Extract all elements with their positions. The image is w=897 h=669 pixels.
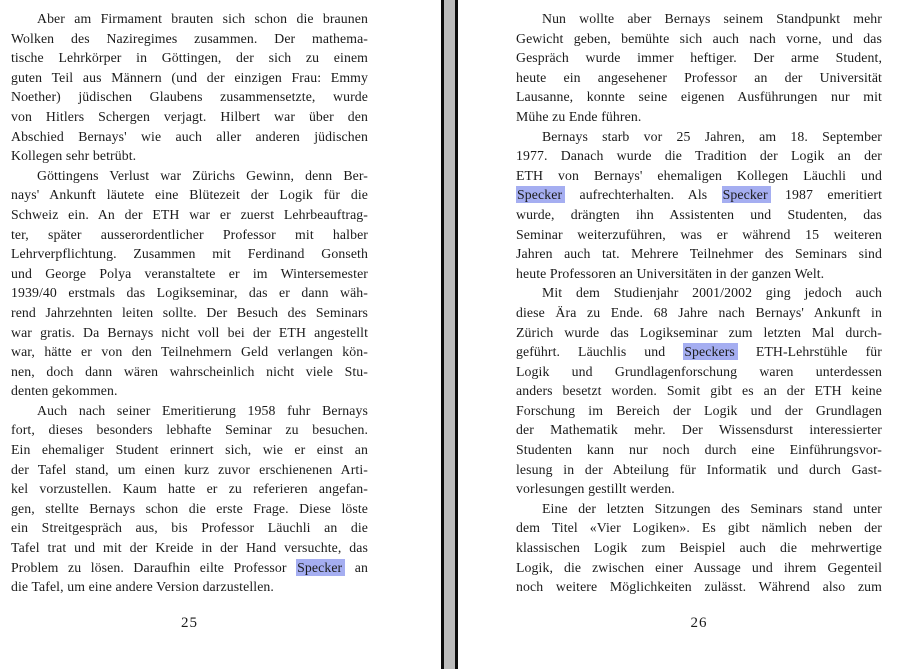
text-segment: 1977. Danach wurde die Tradition der Logik an der — [516, 148, 882, 164]
text-segment: Zürich wurde das Logikseminar zum letzten Mal durch- — [516, 324, 882, 340]
text-segment: Aber am Firmament brauten sich schon die braunen — [37, 11, 368, 26]
text-line — [516, 401, 882, 421]
text-line — [11, 244, 368, 264]
text-line — [516, 420, 882, 440]
text-line — [11, 577, 368, 597]
text-segment: geführt. Läuchlis und — [516, 344, 684, 360]
search-highlight: Specker — [516, 186, 565, 203]
text-line — [11, 127, 368, 147]
text-line — [11, 68, 368, 88]
text-line — [11, 283, 368, 303]
text-segment: lesung in der Abteilung für Informatik und durch Gast- — [516, 461, 882, 477]
text-segment: dem Titel «Vier Logiken». Es gibt nämlich neben der — [516, 520, 882, 536]
text-segment: Mühe zu Ende führen. — [516, 108, 642, 124]
text-line — [11, 460, 368, 480]
page-gutter-divider — [441, 0, 458, 669]
text-line — [516, 146, 882, 166]
text-segment: war, hätte er von den Teilnehmern Geld verlangen kön- — [11, 344, 368, 360]
text-segment: Schweiz ein. An der ETH war er zuerst Lehrbeauftrag- — [11, 206, 368, 222]
text-segment: 1987 emeritiert — [770, 187, 882, 203]
text-segment: Jahren auch tat. Mehrere Teilnehmer des Seminars sind — [516, 246, 882, 262]
text-line — [516, 127, 882, 147]
text-segment: wurde, drängten ihn Assistenten und Studenten, das — [516, 206, 882, 222]
text-segment: die Tafel, um eine andere Version darzustellen. — [11, 579, 274, 595]
text-segment: Auch nach seiner Emeritierung 1958 fuhr Bernays — [37, 402, 368, 418]
page-left — [0, 0, 441, 669]
text-line — [11, 29, 368, 49]
text-segment: von Hitlers Schergen verjagt. Hilbert war über den — [11, 108, 368, 124]
text-line — [11, 48, 368, 68]
text-segment: heute Professoren an Universitäten in der ganzen Welt. — [516, 265, 825, 281]
text-segment: Abschied Bernays' wie auch aller anderen jüdischen — [11, 128, 368, 144]
text-line — [516, 558, 882, 578]
text-segment: nen, doch dann wären wahrscheinlich nicht viele Stu- — [11, 363, 368, 379]
text-segment: der Tafel stand, um einen kurz zuvor erschienenen Arti- — [11, 461, 368, 477]
text-segment: und George Polya veranstaltete er im Wintersemester — [11, 265, 368, 281]
text-line — [11, 440, 368, 460]
text-block — [11, 9, 368, 597]
text-line — [11, 264, 368, 284]
text-segment: Forschung im Bereich der Logik und der Grundlagen — [516, 402, 882, 418]
text-line — [516, 87, 882, 107]
text-line — [516, 479, 882, 499]
text-segment: Logik, die zwischen einer Aussage und ihrem Gegenteil — [516, 559, 882, 575]
text-segment: Nun wollte aber Bernays seinem Standpunkt mehr — [542, 11, 882, 26]
text-line — [516, 9, 882, 29]
text-line — [516, 538, 882, 558]
text-line — [11, 538, 368, 558]
text-line — [516, 107, 882, 127]
text-line — [11, 9, 368, 29]
text-line — [11, 107, 368, 127]
text-line — [11, 381, 368, 401]
text-segment: denten gekommen. — [11, 383, 118, 399]
text-segment: Kollegen sehr betrübt. — [11, 148, 137, 164]
text-line — [516, 225, 882, 245]
text-line — [11, 518, 368, 538]
text-line — [11, 479, 368, 499]
text-segment: Problem zu lösen. Daraufhin eilte Professor — [11, 559, 297, 575]
text-line — [11, 342, 368, 362]
page-right — [458, 0, 897, 669]
text-segment: anders besetzt worden. Somit gibt es an der ETH keine — [516, 383, 882, 399]
text-line — [516, 342, 882, 362]
text-segment: vorlesungen gestillt werden. — [516, 481, 675, 497]
text-line — [516, 460, 882, 480]
text-segment: fort, dieses besonders lebhafte Seminar zu besuchen. — [11, 422, 368, 438]
page-number: 26 — [690, 615, 708, 631]
text-segment: Lausanne, konnte seine eigenen Ausführungen nur mit — [516, 89, 882, 105]
text-segment: Göttingens Verlust war Zürichs Gewinn, denn Ber- — [37, 167, 368, 183]
text-line — [11, 401, 368, 421]
text-segment: kel vorzustellen. Kaum hatte er zu referieren angefan- — [11, 481, 368, 497]
text-segment: Seminar weiterzuführen, was er während 15 weiteren — [516, 226, 882, 242]
text-segment: heute ein angesehener Professor an der Universität — [516, 69, 882, 85]
text-line — [11, 205, 368, 225]
text-segment: diese Ära zu Ende. 68 Jahre nach Bernays' Ankunft in — [516, 304, 882, 320]
text-segment: guten Teil aus Männern (und der einzigen Frau: Emmy — [11, 69, 368, 85]
text-segment: Bernays starb vor 25 Jahren, am 18. September — [542, 128, 882, 144]
text-line — [11, 146, 368, 166]
text-segment: Wolken des Naziregimes zusammen. Der mathema- — [11, 30, 368, 46]
text-line — [516, 381, 882, 401]
text-block — [516, 9, 882, 597]
text-segment: war gratis. Da Bernays nicht voll bei der ETH angestellt — [11, 324, 368, 340]
text-segment: ter, später ausserordentlicher Professor mit halber — [11, 226, 368, 242]
text-segment: Tafel trat und mit der Kreide in der Hand versuchte, das — [11, 540, 368, 556]
text-line — [11, 558, 368, 578]
text-line — [516, 323, 882, 343]
text-line — [11, 185, 368, 205]
search-highlight: Specker — [722, 186, 771, 203]
text-line — [516, 244, 882, 264]
text-line — [516, 264, 882, 284]
search-highlight: Specker — [296, 559, 345, 576]
text-segment: ein Streitgespräch aus, bis Professor Läuchli an die — [11, 520, 368, 536]
text-line — [516, 440, 882, 460]
text-line — [516, 303, 882, 323]
text-line — [11, 303, 368, 323]
text-segment: gen, stellte Bernays schon die erste Frage. Diese löste — [11, 500, 368, 516]
text-line — [11, 362, 368, 382]
text-line — [11, 166, 368, 186]
text-segment: der Mathematik mehr. Der Wissensdurst interessierter — [516, 422, 882, 438]
text-segment: nays' Ankunft läutete eine Blütezeit der Logik für die — [11, 187, 368, 203]
text-line — [516, 166, 882, 186]
text-line — [11, 323, 368, 343]
text-segment: Eine der letzten Sitzungen des Seminars stand unter — [542, 500, 882, 516]
text-segment: 1939/40 erstmals das Logikseminar, das er dann wäh- — [11, 285, 368, 301]
text-segment: Lehrverpflichtung. Zusammen mit Ferdinand Gonseth — [11, 246, 368, 262]
text-line — [11, 499, 368, 519]
text-line — [516, 499, 882, 519]
text-line — [516, 577, 882, 597]
text-segment: Ein ehemaliger Student erinnert sich, wie er einst an — [11, 442, 368, 458]
text-segment: Gespräch wurde immer heftiger. Der arme Student, — [516, 50, 882, 66]
text-line — [516, 29, 882, 49]
text-line — [516, 185, 882, 205]
text-segment: klassischen Logik zum Beispiel auch die mehrwertige — [516, 540, 882, 556]
text-line — [516, 68, 882, 88]
text-segment: ETH von Bernays' ehemaligen Kollegen Läuchli und — [516, 167, 882, 183]
text-line — [516, 205, 882, 225]
text-segment: Noether) jüdischen Glaubens zusammensetzte, wurde — [11, 89, 368, 105]
text-segment: Gewicht geben, bemühte sich auch nach vorne, und das — [516, 30, 882, 46]
text-segment: noch weitere Möglichkeiten zulässt. Während also zum — [516, 579, 882, 595]
text-line — [11, 87, 368, 107]
text-line — [516, 48, 882, 68]
text-segment: tische Lehrkörper in Göttingen, der sich zu einem — [11, 50, 368, 66]
text-segment: an — [345, 559, 368, 575]
text-segment: Studenten kann nur noch durch eine Einführungsvor- — [516, 442, 882, 458]
search-highlight: Speckers — [683, 343, 738, 360]
text-line — [516, 362, 882, 382]
text-line — [516, 283, 882, 303]
text-segment: Mit dem Studienjahr 2001/2002 ging jedoch auch — [542, 285, 882, 301]
text-line — [11, 225, 368, 245]
page-number: 25 — [181, 615, 198, 631]
text-line — [11, 420, 368, 440]
text-segment: Logik und Grundlagenforschung waren unterdessen — [516, 363, 882, 379]
text-segment: aufrechterhalten. Als — [565, 187, 722, 203]
text-line — [516, 518, 882, 538]
text-segment: ETH-Lehrstühle für — [737, 344, 882, 360]
text-segment: rend Jahrzehnten leiten sollte. Der Besuch des Seminars — [11, 304, 368, 320]
